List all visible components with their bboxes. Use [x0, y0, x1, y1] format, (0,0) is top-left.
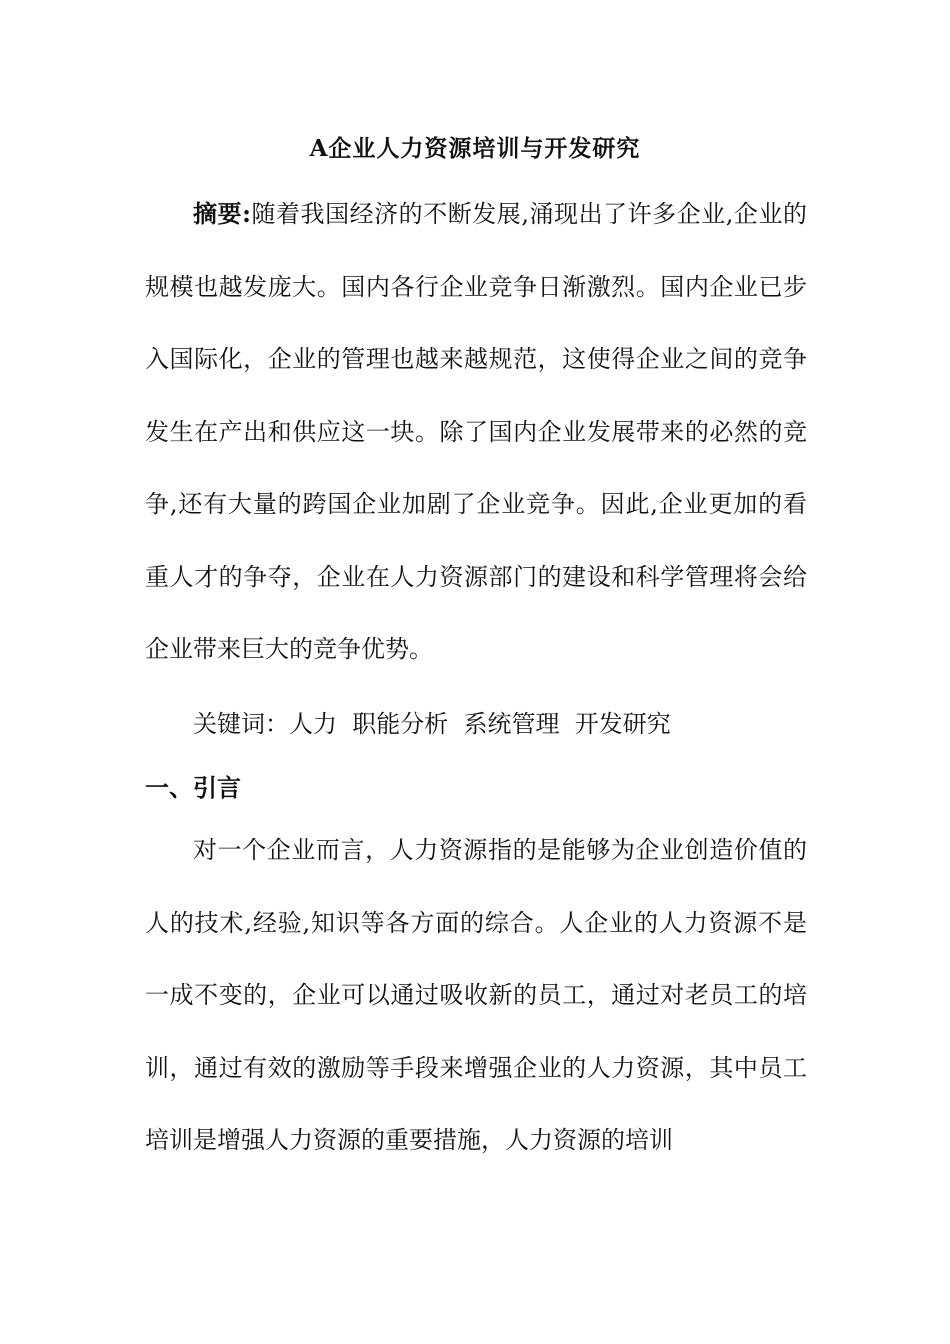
- document-title: A企业人力资源培训与开发研究: [309, 135, 641, 162]
- introduction-paragraph: 对一个企业而言，人力资源指的是能够为企业创造价值的人的技术,经验,知识等各方面的综合。人企业的人力资源不是一成不变的，企业可以通过吸收新的员工，通过对老员工的培训，通过有效的激励等手段来增强企业的人力资源，其中员工培训是增强人力资源的重要措施，人力资源的培训: [145, 836, 807, 1154]
- keywords-line: 关键词：人力 职能分析 系统管理 开发研究: [193, 710, 671, 738]
- abstract-label: 摘要:: [193, 199, 251, 228]
- abstract-text: 随着我国经济的不断发展,涌现出了许多企业,企业的规模也越发庞大。国内各行企业竞争日渐激烈。国内企业已步入国际化，企业的管理也越来越规范，这使得企业之间的竞争发生在产出和供应这一块。除了国内企业发展带来的必然的竞争,还有大量的跨国企业加剧了企业竞争。因此,企业更加的看重人才的争夺，企业在人力资源部门的建设和科学管理将会给企业带来巨大的竞争优势。: [145, 200, 808, 663]
- section-heading-introduction: 一、引言: [145, 773, 241, 802]
- abstract-paragraph: [145, 178, 807, 686]
